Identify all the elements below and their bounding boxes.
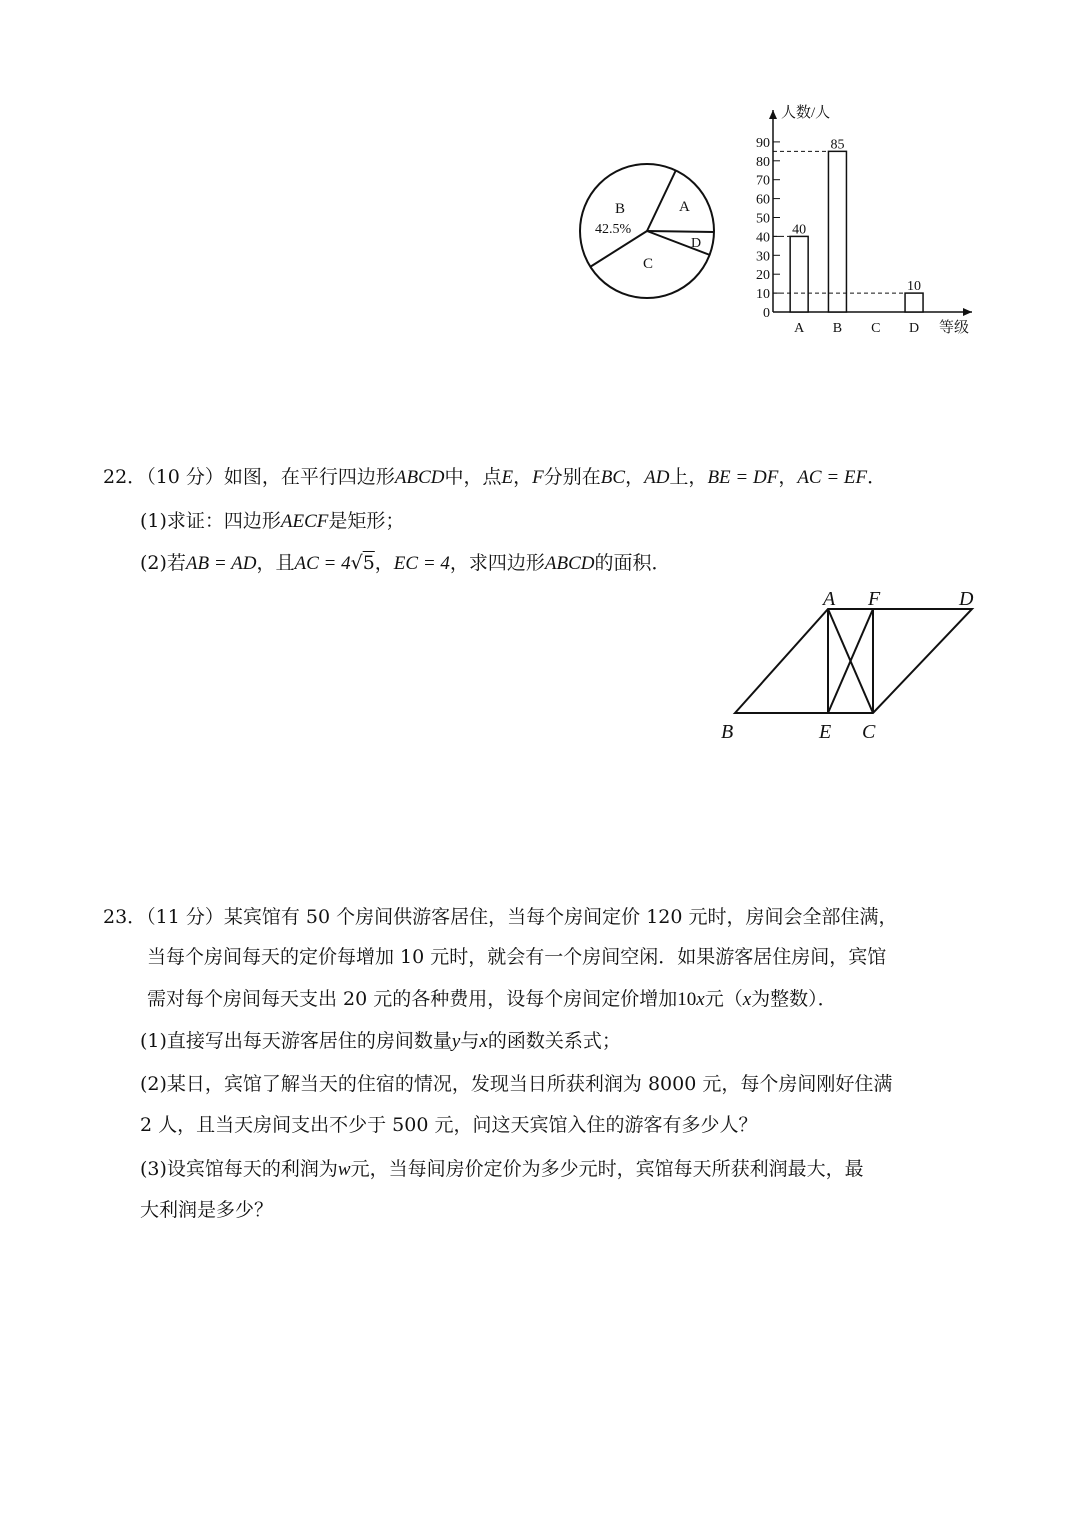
x-axis-label: 等级 bbox=[939, 320, 970, 336]
q22-point-e: E bbox=[501, 467, 514, 488]
y-axis-label: 人数/人 bbox=[781, 105, 831, 121]
q22-ac-ef: AC = EF bbox=[797, 467, 868, 488]
q22-p2-ac: AC = 4 bbox=[294, 553, 351, 574]
q22-part-2 bbox=[140, 550, 671, 577]
q22-p2-text-2: ，求四边形 bbox=[449, 552, 545, 574]
q23-part-2-line-1: (2)某日，宾馆了解当天的住宿的情况，发现当日所获利润为 8000 元，每个房间刚好住满 bbox=[140, 1073, 893, 1095]
point-b-label: B bbox=[721, 721, 734, 743]
bar-value-label: 10 bbox=[907, 279, 922, 295]
q23-p3-w: w bbox=[337, 1159, 351, 1180]
sqrt-sign: √ bbox=[350, 552, 363, 574]
y-tick-label: 10 bbox=[756, 287, 770, 303]
q23-l3-x: x bbox=[696, 989, 705, 1010]
pie-label-b-percent: 42.5% bbox=[595, 222, 632, 237]
q23-l3-x2: x bbox=[742, 989, 752, 1010]
bar bbox=[828, 151, 846, 312]
point-e-label: E bbox=[819, 721, 832, 743]
x-axis-arrow bbox=[963, 308, 972, 316]
x-category-label: A bbox=[794, 321, 805, 336]
pie-label-c: C bbox=[643, 256, 654, 272]
y-tick-label: 90 bbox=[756, 135, 770, 151]
q22-p2-abcd: ABCD bbox=[544, 553, 595, 574]
q23-part-2-line-2: 2 人，且当天房间支出不少于 500 元，问这天宾馆入住的游客有多少人？ bbox=[140, 1114, 758, 1136]
q23-p1-x: x bbox=[479, 1031, 488, 1052]
q22-comma-3: ， bbox=[778, 466, 798, 488]
x-category-label: C bbox=[871, 321, 881, 336]
bar-value-label: 85 bbox=[830, 137, 845, 153]
q22-p2-comma-1: ， bbox=[374, 552, 394, 574]
pie-label-b: B bbox=[615, 201, 626, 217]
q22-number: 22． bbox=[103, 466, 147, 488]
bar bbox=[790, 236, 808, 312]
q23-p1-and: 与 bbox=[460, 1030, 480, 1052]
y-tick-label: 0 bbox=[763, 306, 770, 321]
q23-p1-y: y bbox=[451, 1031, 461, 1052]
q22-p2-sqrt-value: 5 bbox=[362, 552, 375, 574]
q22-abcd: ABCD bbox=[394, 467, 445, 488]
y-tick-label: 80 bbox=[756, 154, 770, 170]
point-c-label: C bbox=[862, 721, 876, 743]
q23-l3-yuan: 元（ bbox=[704, 988, 743, 1010]
q22-p2-ab-ad: AB = AD bbox=[185, 553, 257, 574]
q22-text-4: 上， bbox=[669, 466, 708, 488]
y-tick-label: 70 bbox=[756, 173, 770, 189]
bar-value-label: 40 bbox=[792, 222, 807, 238]
q22-text-2: 中，点 bbox=[444, 466, 502, 488]
y-tick-label: 30 bbox=[756, 249, 770, 265]
q23-line-3 bbox=[147, 986, 837, 1013]
q23-line-1: 23．（11 分）某宾馆有 50 个房间供游客居住，当每个房间定价 120 元时，房间会全部住满， bbox=[103, 906, 898, 928]
point-d-label: D bbox=[959, 588, 974, 610]
q23-p1-text: (1)直接写出每天游客居住的房间数量 bbox=[140, 1030, 452, 1052]
y-tick-label: 60 bbox=[756, 192, 770, 208]
q23-l3-tail: 为整数）． bbox=[751, 988, 837, 1010]
y-tick-label: 20 bbox=[756, 268, 770, 284]
q23-p1-tail: 的函数关系式； bbox=[487, 1030, 621, 1052]
q22-p1-tail: 是矩形； bbox=[328, 510, 405, 532]
q23-p3-text: (3)设宾馆每天的利润为 bbox=[140, 1158, 338, 1180]
pie-chart bbox=[570, 155, 730, 310]
q22-p2-ec: EC = 4 bbox=[393, 553, 450, 574]
q22-p2-and: ，且 bbox=[256, 552, 295, 574]
pie-label-d: D bbox=[691, 236, 702, 251]
q22-part-1 bbox=[140, 508, 404, 535]
pie-label-a: A bbox=[679, 199, 690, 215]
y-tick-label: 40 bbox=[756, 230, 770, 246]
q22-text-1: 如图，在平行四边形 bbox=[223, 466, 395, 488]
x-category-label: B bbox=[832, 321, 843, 336]
q22-p2-text: (2)若 bbox=[140, 552, 186, 574]
q22-score: （10 分） bbox=[146, 466, 224, 488]
x-category-label: D bbox=[908, 321, 920, 336]
q22-period: ． bbox=[867, 466, 887, 488]
q22-comma-2: ， bbox=[625, 466, 645, 488]
q22-bc: BC bbox=[600, 467, 626, 488]
q22-p1-text: (1)求证：四边形 bbox=[140, 510, 281, 532]
point-f-label: F bbox=[868, 588, 881, 610]
q22-p2-tail: 的面积． bbox=[594, 552, 671, 574]
point-a-label: A bbox=[823, 588, 836, 610]
q22-comma-1: ， bbox=[513, 466, 533, 488]
q23-l3-text: 需对每个房间每天支出 20 元的各种费用，设每个房间定价增加 bbox=[147, 988, 678, 1010]
q23-line-2: 当每个房间每天的定价每增加 10 元时，就会有一个房间空闲．如果游客居住房间，宾馆 bbox=[147, 946, 887, 968]
q22-be-df: BE = DF bbox=[707, 467, 779, 488]
q22-point-f: F bbox=[532, 467, 544, 488]
q22-text-3: 分别在 bbox=[543, 466, 601, 488]
q23-part-3-line-1 bbox=[140, 1156, 864, 1183]
bar-chart bbox=[730, 95, 990, 345]
q23-part-3-line-2: 大利润是多少？ bbox=[140, 1199, 274, 1221]
q22-p1-aecf: AECF bbox=[280, 511, 329, 532]
parallelogram-figure bbox=[715, 585, 985, 745]
bar bbox=[905, 293, 923, 312]
q23-p3-tail: 元，当每间房价定价为多少元时，宾馆每天所获利润最大，最 bbox=[350, 1158, 864, 1180]
y-tick-label: 50 bbox=[756, 211, 770, 227]
q23-part-1 bbox=[140, 1028, 621, 1055]
q22-ad: AD bbox=[644, 467, 670, 488]
q23-l3-ten: 10 bbox=[677, 989, 697, 1010]
q22-stem bbox=[103, 464, 886, 491]
y-axis-arrow bbox=[769, 110, 777, 119]
